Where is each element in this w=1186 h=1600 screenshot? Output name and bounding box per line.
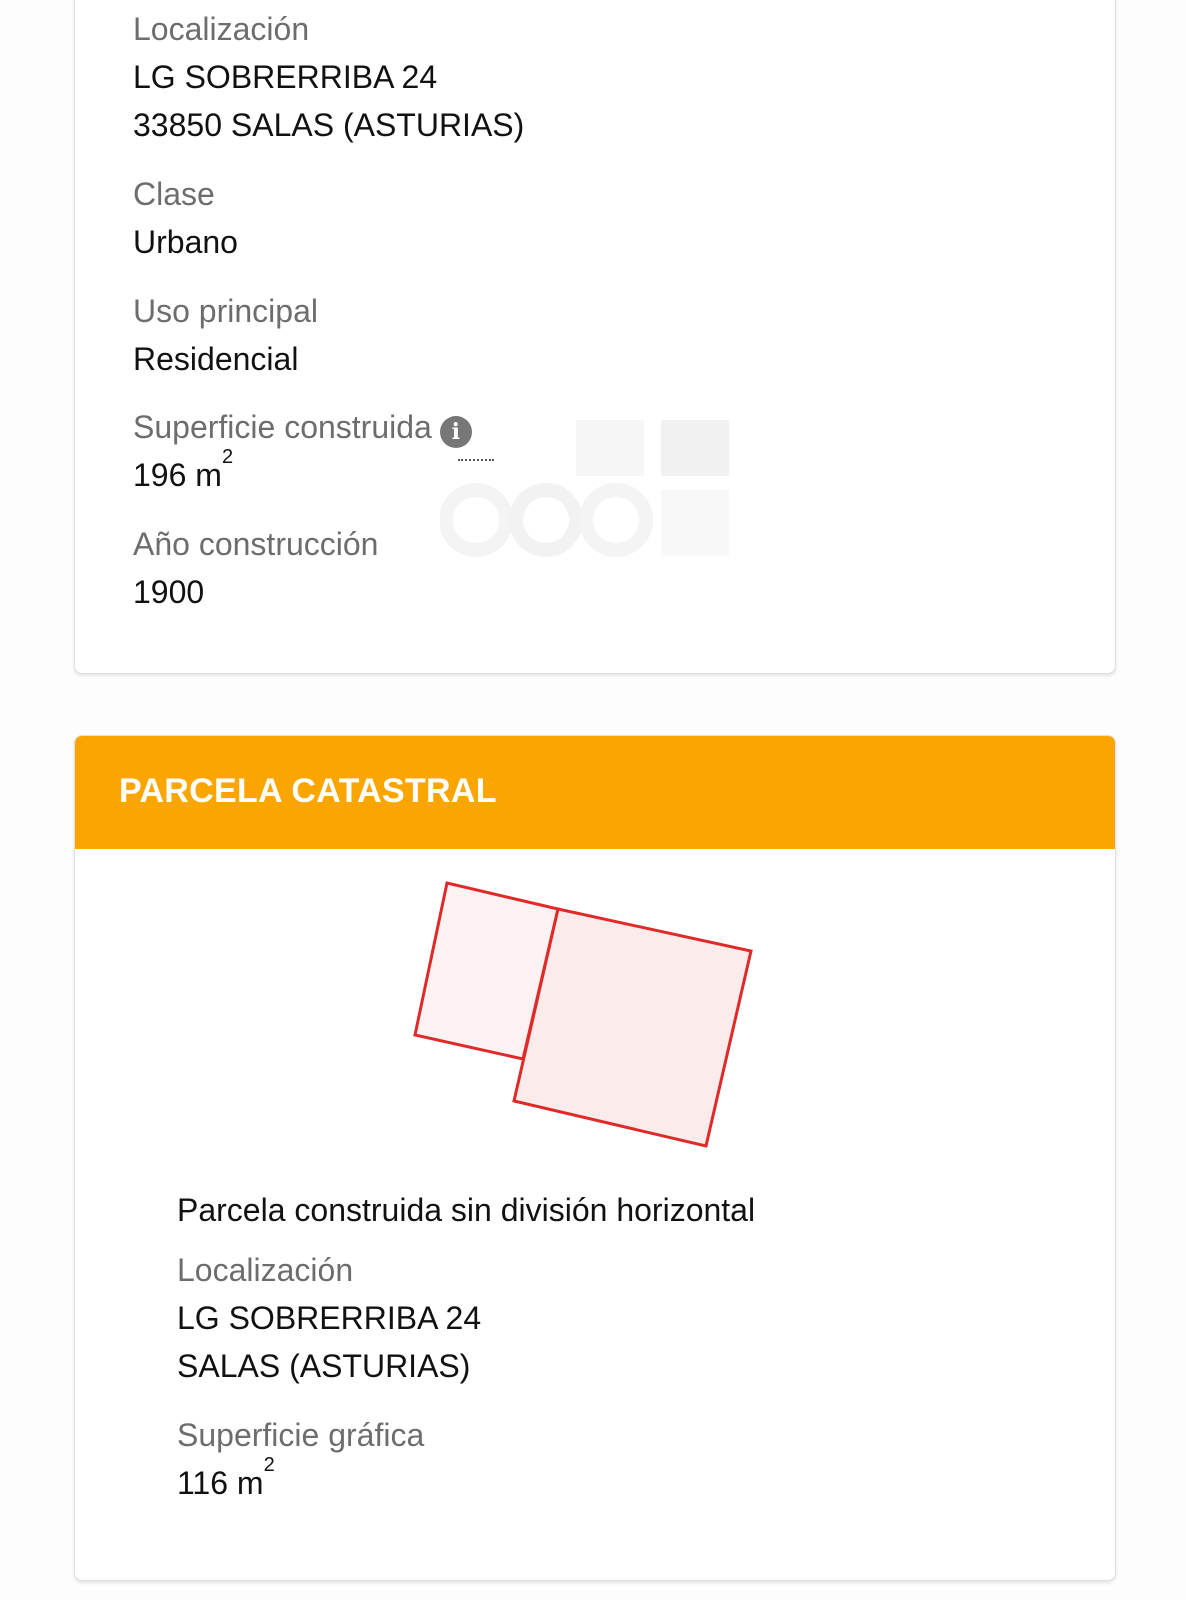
parcela-superficie-number: 116 m (177, 1465, 264, 1501)
superficie-label-row (133, 407, 472, 447)
parcela-localizacion-line2: SALAS (ASTURIAS) (177, 1348, 471, 1384)
plot-polygon-right (514, 909, 751, 1146)
superficie-value (133, 446, 472, 499)
parcela-superficie-field (177, 1415, 424, 1507)
parcela-header (75, 736, 1115, 849)
anio-field (133, 524, 378, 616)
clase-value: Urbano (133, 224, 238, 260)
superficie-number: 196 m (133, 457, 222, 493)
parcela-superficie-exponent: 2 (263, 1454, 275, 1476)
info-icon[interactable]: i (440, 416, 472, 448)
parcela-superficie-value (177, 1454, 424, 1507)
superficie-label: Superficie construida (133, 409, 432, 445)
localizacion-label: Localización (133, 11, 310, 47)
anio-label: Año construcción (133, 526, 379, 562)
clase-field (133, 174, 238, 266)
parcela-descripcion: Parcela construida sin división horizontal (177, 1192, 756, 1228)
clase-label: Clase (133, 176, 215, 212)
parcela-localizacion-label: Localización (177, 1252, 354, 1288)
uso-value: Residencial (133, 341, 299, 377)
parcela-plot-map (411, 881, 771, 1171)
uso-field (133, 291, 318, 383)
inmueble-card (74, 0, 1116, 674)
parcela-localizacion-field (177, 1250, 481, 1390)
parcela-localizacion-line1: LG SOBRERRIBA 24 (177, 1300, 482, 1336)
localizacion-field (133, 9, 524, 149)
localizacion-line1: LG SOBRERRIBA 24 (133, 59, 438, 95)
localizacion-line2: 33850 SALAS (ASTURIAS) (133, 107, 525, 143)
superficie-field (133, 407, 472, 499)
parcela-superficie-label: Superficie gráfica (177, 1417, 425, 1453)
info-icon-underline (458, 459, 494, 461)
anio-value: 1900 (133, 574, 205, 610)
parcela-header-title: PARCELA CATASTRAL (119, 772, 497, 810)
parcela-descripcion-field (177, 1186, 755, 1234)
uso-label: Uso principal (133, 293, 318, 329)
superficie-exponent: 2 (221, 446, 234, 468)
parcela-card (74, 735, 1116, 1581)
